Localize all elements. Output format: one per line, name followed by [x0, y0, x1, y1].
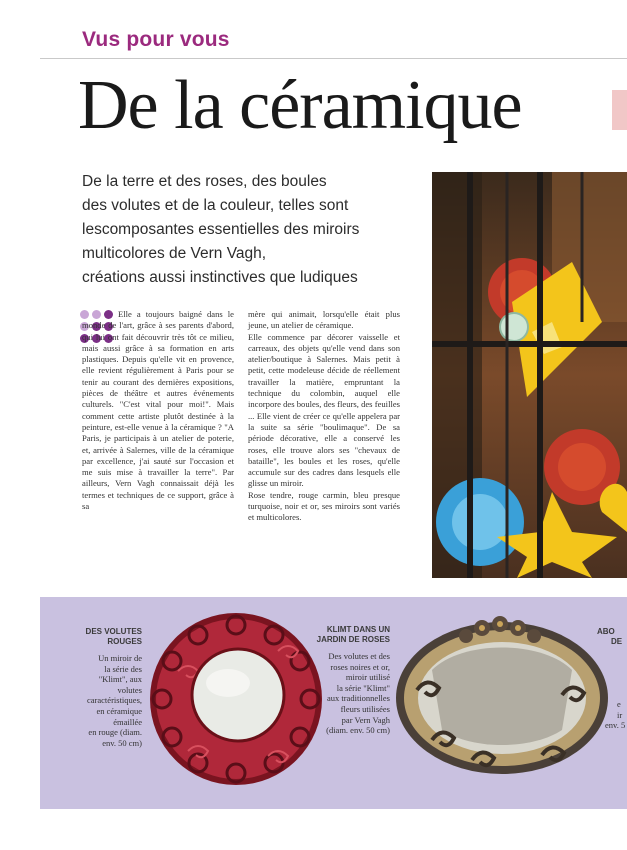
caption-text: env. 50 cm) — [102, 737, 142, 748]
caption-text: en rouge (diam. — [88, 727, 142, 738]
caption-klimt-roses — [312, 625, 390, 736]
title-overflow-fragment — [612, 90, 627, 130]
caption-text: la série des — [104, 663, 142, 674]
caption-heading: ROUGES — [107, 637, 142, 646]
lead-line: des volutes et de la couleur, telles sont — [82, 197, 349, 214]
caption-text: (diam. env. 50 cm) — [326, 725, 390, 736]
lead-line: multicolores de Vern Vagh, — [82, 245, 267, 262]
caption-text: émaillée — [113, 716, 142, 727]
article-column-1 — [82, 309, 234, 512]
paragraph: mère qui animait, lorsqu'elle était plus jeune, un atelier de céramique. — [248, 309, 400, 331]
caption-red-volutes — [68, 627, 142, 748]
paragraph: Elle a toujours baigné dans le monde de l'art, grâce à ses parents d'abord, qui lui ont fait découvrir très tôt ce milieu, mais aussi grâce à sa formation en arts plastiques. Depuis qu'elle vit en provence, elle revient régulièrement à Paris pour se tenir au courant des dernières expositions, pièces de théâtre et autres événements culturels. "C'est vital pour moi!". Mais comment cette artiste plutôt destinée à la peinture, est-elle venue à la céramique ? "A Paris, je participais à un atelier de poterie, et, arrivée à Salernes, ville de la céramique par excellence, j'ai sauté sur l'occasion et me suis mise à travailler la terre". Par ailleurs, Vern Vagh connaissait déjà les termes et techniques de ce support, grâce à sa — [82, 309, 234, 512]
paragraph: Rose tendre, rouge carmin, bleu presque turquoise, noir et or, ses miroirs sont variés et multicolores. — [248, 489, 400, 523]
article-title: De la céramique — [78, 67, 522, 144]
lead-line: De la terre et des roses, des boules — [82, 173, 327, 190]
caption-third-cropped — [597, 627, 627, 731]
caption-text: "Klimt", aux — [98, 674, 142, 685]
caption-heading: ABO — [597, 627, 615, 636]
caption-text: ir — [617, 709, 623, 720]
paragraph: Elle commence par décorer vaisselle et carreaux, des objets qu'elle vend dans son atelier/boutique à Salernes. Mais petit à petit, cette modeleuse décide de réellement travailler la matière, empruntant la technique du colombin, auquel elle incorpore des boules, des fleurs, des feuilles ... Elle vient de créer ce qu'elle appelera par la suite sa série "boulimaque". De sa période décorative, elle a conservé les roses, elle trouve alors ses "chevaux de bataille", les boules et les roses, qu'elle accumule sur des cadres dans lesquels elle glisse un miroir. — [248, 331, 400, 489]
lead-line: lescomposantes essentielles des miroirs — [82, 221, 360, 238]
caption-text: Un miroir de — [98, 653, 142, 663]
caption-text: Des volutes et des — [328, 651, 390, 661]
workshop-photo — [432, 172, 627, 578]
caption-text: fleurs utilisées — [340, 703, 390, 714]
caption-text: la série "Klimt" — [336, 682, 390, 693]
caption-heading: KLIMT DANS UN — [326, 625, 390, 634]
gold-mirror-photo — [392, 610, 612, 778]
red-mirror-photo — [148, 611, 324, 787]
caption-heading: JARDIN DE ROSES — [316, 635, 390, 644]
caption-text: env. 5 — [605, 720, 626, 731]
lead-line: créations aussi instinctives que ludiques — [82, 269, 358, 286]
caption-text: miroir utilisé — [345, 672, 390, 683]
caption-text: caractéristiques, — [87, 695, 142, 706]
caption-heading: DE — [611, 637, 623, 646]
article-column-2 — [248, 309, 400, 524]
article-lead — [82, 170, 422, 290]
header-divider — [40, 58, 627, 59]
caption-text: roses noires et or, — [330, 661, 390, 672]
caption-text: aux traditionnelles — [326, 693, 390, 704]
caption-text: volutes — [117, 684, 142, 695]
caption-text: par Vern Vagh — [341, 714, 390, 725]
caption-text: e — [617, 699, 621, 709]
caption-heading: DES VOLUTES — [85, 627, 142, 636]
caption-text: en céramique — [96, 705, 142, 716]
section-rubric: Vus pour vous — [82, 28, 230, 51]
